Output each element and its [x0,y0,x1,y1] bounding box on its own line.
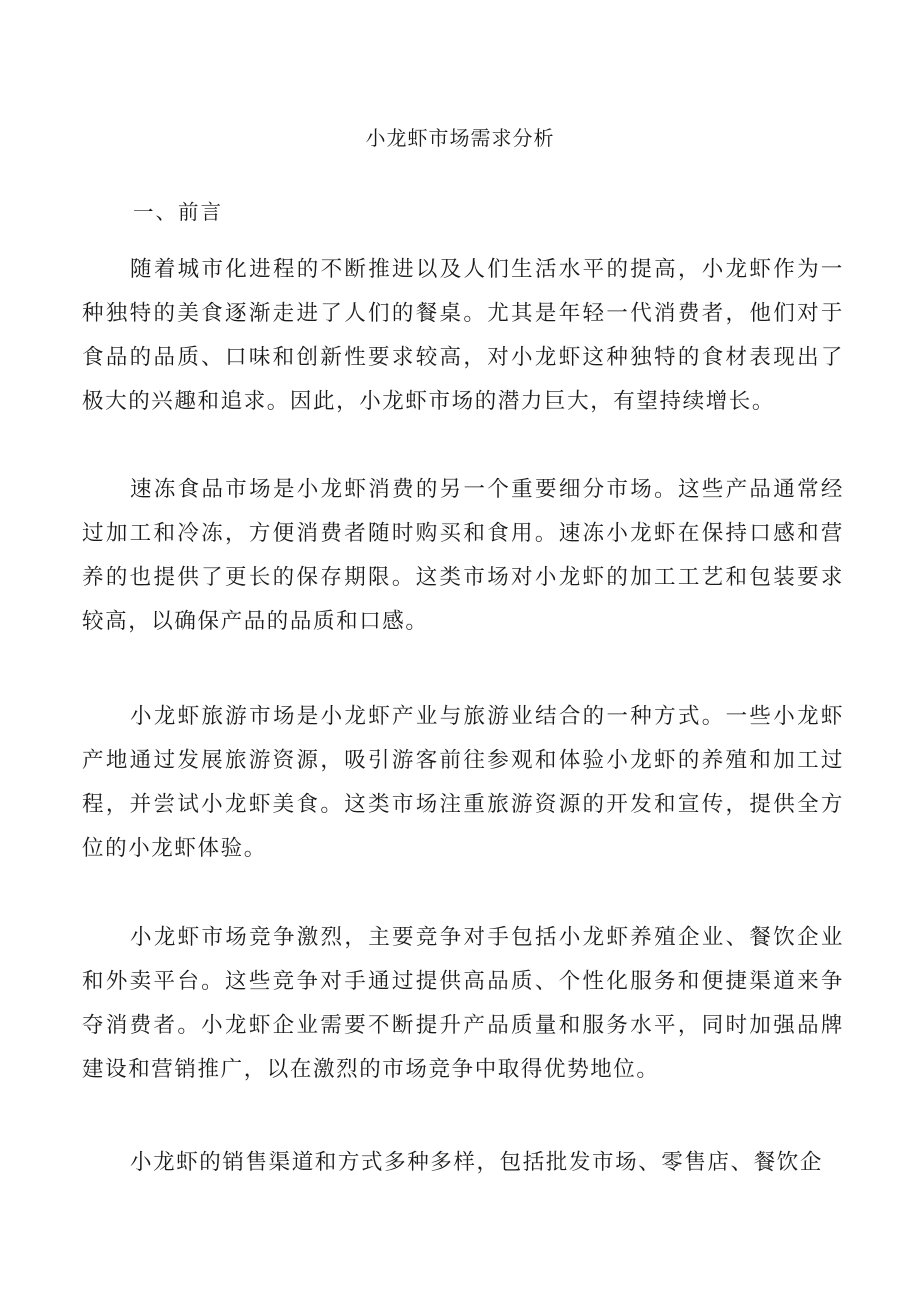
document-title: 小龙虾市场需求分析 [365,126,555,150]
paragraph: 随着城市化进程的不断推进以及人们生活水平的提高，小龙虾作为一种独特的美食逐渐走进了人们的餐桌。尤其是年轻一代消费者，他们对于食品的品质、口味和创新性要求较高，对小龙虾这种独特的食材表现出了极大的兴趣和追求。因此，小龙虾市场的潜力巨大，有望持续增长。 [82,257,844,414]
paragraph: 小龙虾的销售渠道和方式多种多样，包括批发市场、零售店、餐饮企 [130,1150,824,1175]
section-heading: 一、前言 [133,200,223,224]
paragraph: 小龙虾市场竞争激烈，主要竞争对手包括小龙虾养殖企业、餐饮企业和外卖平台。这些竞争对手通过提供高品质、个性化服务和便捷渠道来争夺消费者。小龙虾企业需要不断提升产品质量和服务水平，同时加强品牌建设和营销推广，以在激烈的市场竞争中取得优势地位。 [82,925,844,1082]
paragraph: 小龙虾旅游市场是小龙虾产业与旅游业结合的一种方式。一些小龙虾产地通过发展旅游资源，吸引游客前往参观和体验小龙虾的养殖和加工过程，并尝试小龙虾美食。这类市场注重旅游资源的开发和宣传，提供全方位的小龙虾体验。 [82,704,844,861]
paragraph: 速冻食品市场是小龙虾消费的另一个重要细分市场。这些产品通常经过加工和冷冻，方便消费者随时购买和食用。速冻小龙虾在保持口感和营养的也提供了更长的保存期限。这类市场对小龙虾的加工工艺和包装要求较高，以确保产品的品质和口感。 [82,477,844,634]
